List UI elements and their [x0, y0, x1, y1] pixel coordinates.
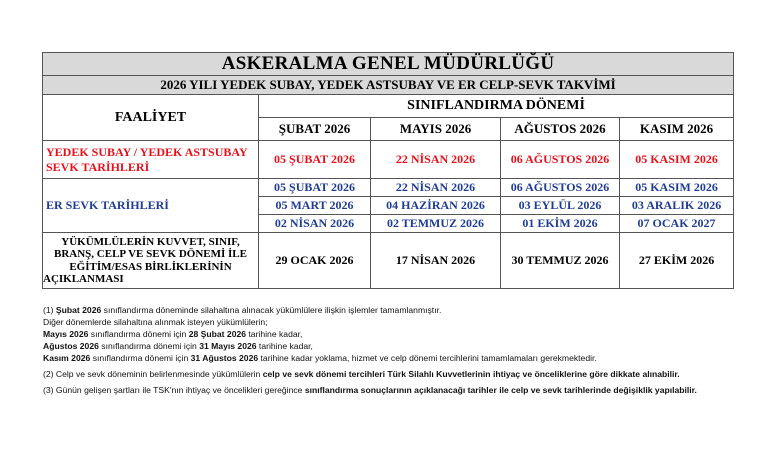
note-1-intro: Diğer dönemlerde silahaltına alınmak isteyen yükümlülerin;: [43, 317, 268, 327]
aciklama-date: 29 OCAK 2026: [259, 233, 371, 289]
footnotes: [43, 304, 743, 396]
month-header-subat: ŞUBAT 2026: [259, 118, 371, 141]
er-sevk-date: 02 TEMMUZ 2026: [371, 215, 501, 233]
er-sevk-date: 04 HAZİRAN 2026: [371, 197, 501, 215]
er-sevk-date: 03 EYLÜL 2026: [501, 197, 620, 215]
note-2: (2) Celp ve sevk döneminin belirlenmesinde yükümlülerin celp ve sevk dönemi tercihleri Türk Silahlı Kuvvetlerinin ihtiyaç ve önceliklerine göre dikkate alınabilir.: [43, 369, 680, 379]
subay-sevk-date: 05 ŞUBAT 2026: [259, 141, 371, 179]
subay-sevk-date: 06 AĞUSTOS 2026: [501, 141, 620, 179]
celp-sevk-table: [42, 52, 734, 289]
subay-sevk-date: 05 KASIM 2026: [620, 141, 734, 179]
aciklama-date: 17 NİSAN 2026: [371, 233, 501, 289]
month-header-kasim: KASIM 2026: [620, 118, 734, 141]
er-sevk-label: ER SEVK TARİHLERİ: [43, 179, 259, 233]
faaliyet-header: FAALİYET: [43, 95, 259, 141]
er-sevk-date: 05 ŞUBAT 2026: [259, 179, 371, 197]
aciklama-date: 27 EKİM 2026: [620, 233, 734, 289]
er-sevk-date: 07 OCAK 2027: [620, 215, 734, 233]
er-sevk-date: 02 NİSAN 2026: [259, 215, 371, 233]
note-1-kasim: Kasım 2026 sınıflandırma dönemi için 31 Ağustos 2026 tarihine kadar yoklama, hizmet ve celp dönemi tercihlerini tamamlamaları gerekmektedir.: [43, 353, 597, 363]
page-title: ASKERALMA GENEL MÜDÜRLÜĞÜ: [43, 53, 734, 76]
note-1-agustos: Ağustos 2026 sınıflandırma dönemi için 31 Mayıs 2026 tarihine kadar,: [43, 341, 313, 351]
page-subtitle: 2026 YILI YEDEK SUBAY, YEDEK ASTSUBAY VE ER CELP-SEVK TAKVİMİ: [43, 76, 734, 95]
note-1: (1) Şubat 2026 sınıflandırma döneminde silahaltına alınacak yükümlülere ilişkin işlemler tamamlanmıştır.: [43, 305, 442, 315]
er-sevk-date: 05 MART 2026: [259, 197, 371, 215]
month-header-agustos: AĞUSTOS 2026: [501, 118, 620, 141]
er-sevk-date: 05 KASIM 2026: [620, 179, 734, 197]
er-sevk-date: 03 ARALIK 2026: [620, 197, 734, 215]
donem-header: SINIFLANDIRMA DÖNEMİ: [259, 95, 734, 118]
aciklama-label: YÜKÜMLÜLERİN KUVVET, SINIF, BRANŞ, CELP VE SEVK DÖNEMİ İLE EĞİTİM/ESAS BİRLİKLERİNİN AÇIKLANMASI: [43, 233, 259, 289]
er-sevk-date: 22 NİSAN 2026: [371, 179, 501, 197]
aciklama-date: 30 TEMMUZ 2026: [501, 233, 620, 289]
subay-sevk-date: 22 NİSAN 2026: [371, 141, 501, 179]
note-3: (3) Günün gelişen şartları ile TSK'nın ihtiyaç ve öncelikleri gereğince sınıflandırma sonuçlarının açıklanacağı tarihler ile celp ve sevk tarihlerinde değişiklik yapılabilir.: [43, 385, 697, 395]
subay-sevk-label: YEDEK SUBAY / YEDEK ASTSUBAY SEVK TARİHLERİ: [43, 141, 259, 179]
note-1-mayis: Mayıs 2026 sınıflandırma dönemi için 28 Şubat 2026 tarihine kadar,: [43, 329, 303, 339]
calendar-container: [42, 52, 733, 289]
month-header-mayis: MAYIS 2026: [371, 118, 501, 141]
er-sevk-date: 01 EKİM 2026: [501, 215, 620, 233]
er-sevk-date: 06 AĞUSTOS 2026: [501, 179, 620, 197]
